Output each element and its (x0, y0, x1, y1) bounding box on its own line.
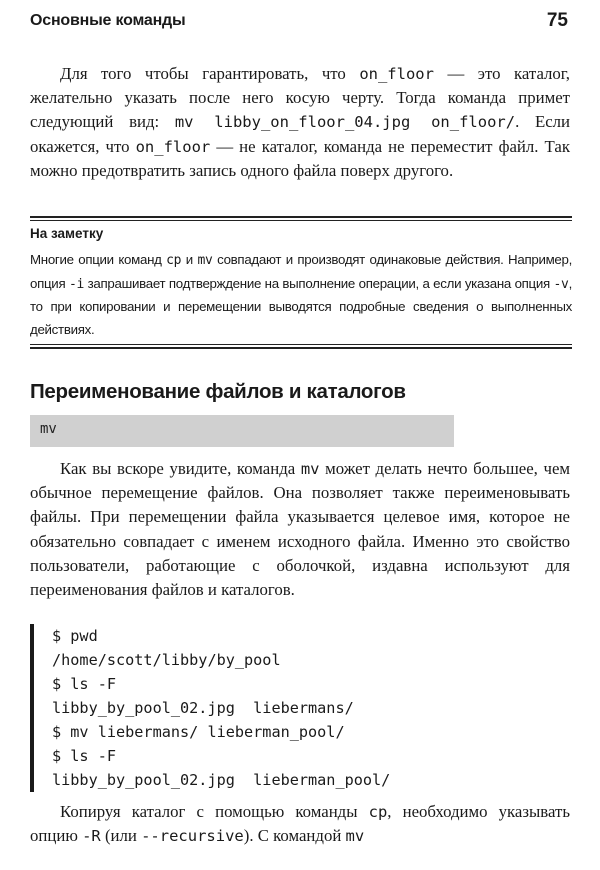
page-number: 75 (546, 10, 568, 31)
paragraph-rename (30, 457, 570, 602)
text-segment: — не каталог, команда не переместит файл. Так можно предотвратить запись одного файла поверх другого. (30, 136, 570, 180)
note-text (30, 249, 572, 341)
code-line: $ ls -F (52, 675, 117, 693)
code-line: /home/scott/libby/by_pool (52, 651, 281, 669)
text-segment: и (181, 252, 198, 267)
inline-code: cp (166, 253, 182, 268)
inline-code: on_floor (135, 137, 211, 156)
text-segment: (или (100, 826, 142, 846)
text-segment: запрашивает подтверждение на выполнение операции, а если указана опция (84, 275, 554, 291)
note-bottom-rule (30, 344, 572, 349)
inline-code: mv libby_on_floor_04.jpg on_floor/ (174, 113, 516, 132)
inline-code: -v (553, 276, 569, 292)
code-line: libby_by_pool_02.jpg liebermans/ (52, 699, 354, 717)
inline-code: cp (368, 803, 388, 821)
inline-code: mv (345, 827, 365, 846)
code-line: $ mv liebermans/ lieberman_pool/ (52, 723, 345, 741)
note-top-rule (30, 216, 572, 221)
inline-code: mv (197, 253, 213, 268)
code-line: $ pwd (52, 627, 98, 645)
text-segment: ). С командой (243, 826, 346, 846)
code-line: libby_by_pool_02.jpg lieberman_pool/ (52, 771, 391, 789)
command-syntax-bar: mv (30, 415, 454, 447)
text-segment: . Если окажется, что (30, 112, 570, 156)
inline-code: -R (82, 827, 101, 846)
text-segment: Копируя каталог с помощью команды (60, 802, 369, 821)
inline-code: --recursive (141, 827, 244, 846)
paragraph-copy-dir (30, 800, 570, 848)
text-segment: может делать нечто большее, чем обычное перемещение файлов. Она позволяет также переименовывать файлы. При перемещении файла указывается целевое имя, которое не обязательно совпадает с именем исходного файла. Именно это свойство пользователи, работающие с оболочкой, издавна используют для переименования файлов и каталогов. (30, 459, 571, 600)
text-segment: — это каталог, желательно указать после него косую черту. Тогда команда примет следующий вид: (30, 64, 570, 132)
inline-code: on_floor (359, 65, 434, 83)
section-heading: Переименование файлов и каталогов (30, 380, 406, 403)
running-head: Основные команды (30, 12, 186, 29)
text-segment: Многие опции команд (30, 252, 167, 267)
text-segment: , то при копировании и перемещении выводятся подробные сведения о выполненных действиях. (30, 275, 572, 337)
code-listing (30, 624, 570, 792)
inline-code: mv (300, 460, 320, 478)
text-segment: Как вы вскоре увидите, команда (60, 459, 301, 478)
inline-code: -i (68, 276, 85, 292)
text-segment: совпадают и производят одинаковые действия. Например, опция (30, 252, 573, 291)
text-segment: , необходимо указывать опцию (30, 802, 570, 846)
code-line: $ ls -F (52, 747, 117, 765)
note-title: На заметку (30, 226, 104, 241)
paragraph-on-floor (30, 62, 570, 183)
text-segment: Для того чтобы гарантировать, что (60, 64, 360, 83)
